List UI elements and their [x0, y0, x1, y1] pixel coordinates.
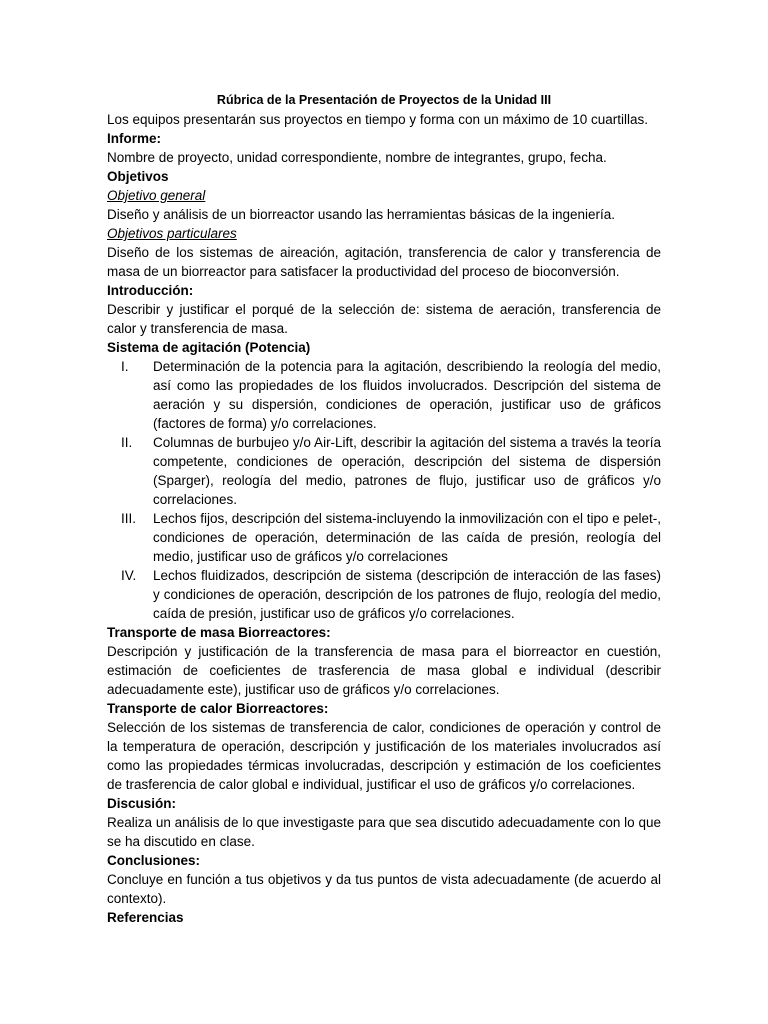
calor-text: Selección de los sistemas de transferencia de calor, condiciones de operación y control de la temperatura de operación, descripción y justificación de los materiales involucrados así como las propiedades térmicas involucradas, descripción y estimación de los coeficientes de trasferencia de calor global e individual, justificar el uso de gráficos y/o correlaciones. — [107, 720, 661, 792]
list-item-number: III. — [121, 511, 137, 526]
list-item-text: Columnas de burbujeo y/o Air-Lift, describir la agitación del sistema a través la teoría competente, condiciones de operación, descripción del sistema de dispersión (Sparger), reología del medio, patrones de flujo, justificar uso de gráficos y/o correlaciones. — [153, 435, 661, 507]
section-heading-masa: Transporte de masa Biorreactores: — [107, 625, 331, 640]
discusion-text: Realiza un análisis de lo que investigaste para que sea discutido adecuadamente con lo que se ha discutido en clase. — [107, 815, 661, 849]
masa-text: Descripción y justificación de la transferencia de masa para el biorreactor en cuestión, estimación de coeficientes de trasferencia de masa global e individual (describir adecuadamente este), justificar uso de gráficos y/o correlaciones. — [107, 644, 661, 697]
section-heading-informe: Informe: — [107, 131, 161, 146]
agitacion-list — [107, 357, 661, 623]
list-item — [107, 566, 661, 623]
list-item-number: II. — [121, 435, 133, 450]
section-heading-conclusiones: Conclusiones: — [107, 853, 201, 868]
list-item-number: I. — [121, 359, 129, 374]
document-body — [107, 91, 661, 927]
objetivo-general-label: Objetivo general — [107, 188, 206, 203]
intro-line: Los equipos presentarán sus proyectos en tiempo y forma con un máximo de 10 cuartillas. — [107, 112, 649, 127]
section-heading-agitacion: Sistema de agitación (Potencia) — [107, 340, 311, 355]
conclusiones-text: Concluye en función a tus objetivos y da tus puntos de vista adecuadamente (de acuerdo al contexto). — [107, 872, 661, 906]
list-item — [107, 357, 661, 433]
list-item-number: IV. — [121, 568, 137, 583]
section-heading-introduccion: Introducción: — [107, 283, 194, 298]
objetivos-particulares-label: Objetivos particulares — [107, 226, 237, 241]
section-heading-discusion: Discusión: — [107, 796, 177, 811]
section-heading-calor: Transporte de calor Biorreactores: — [107, 701, 329, 716]
section-heading-objetivos: Objetivos — [107, 169, 169, 184]
list-item-text: Lechos fluidizados, descripción de sistema (descripción de interacción de las fases) y condiciones de operación, descripción de los patrones de flujo, reología del medio, caída de presión, justificar uso de gráficos y/o correlaciones. — [153, 568, 661, 621]
list-item — [107, 509, 661, 566]
section-heading-referencias: Referencias — [107, 910, 184, 925]
list-item-text: Determinación de la potencia para la agitación, describiendo la reología del medio, así como las propiedades de los fluidos involucrados. Descripción del sistema de aeración y su dispersión, condiciones de operación, justificar uso de gráficos (factores de forma) y/o correlaciones. — [153, 359, 661, 431]
objetivo-general-text: Diseño y análisis de un biorreactor usando las herramientas básicas de la ingeniería. — [107, 207, 616, 222]
informe-text: Nombre de proyecto, unidad correspondiente, nombre de integrantes, grupo, fecha. — [107, 150, 607, 165]
document-title: Rúbrica de la Presentación de Proyectos de la Unidad III — [216, 93, 552, 107]
introduccion-text: Describir y justificar el porqué de la selección de: sistema de aeración, transferencia de calor y transferencia de masa. — [107, 302, 661, 336]
list-item — [107, 433, 661, 509]
objetivos-particulares-text: Diseño de los sistemas de aireación, agitación, transferencia de calor y transferencia de masa de un biorreactor para satisfacer la productividad del proceso de bioconversión. — [107, 245, 661, 279]
list-item-text: Lechos fijos, descripción del sistema-incluyendo la inmovilización con el tipo e pelet-, condiciones de operación, determinación de las caída de presión, reología del medio, justificar uso de gráficos y/o correlaciones — [153, 511, 662, 564]
